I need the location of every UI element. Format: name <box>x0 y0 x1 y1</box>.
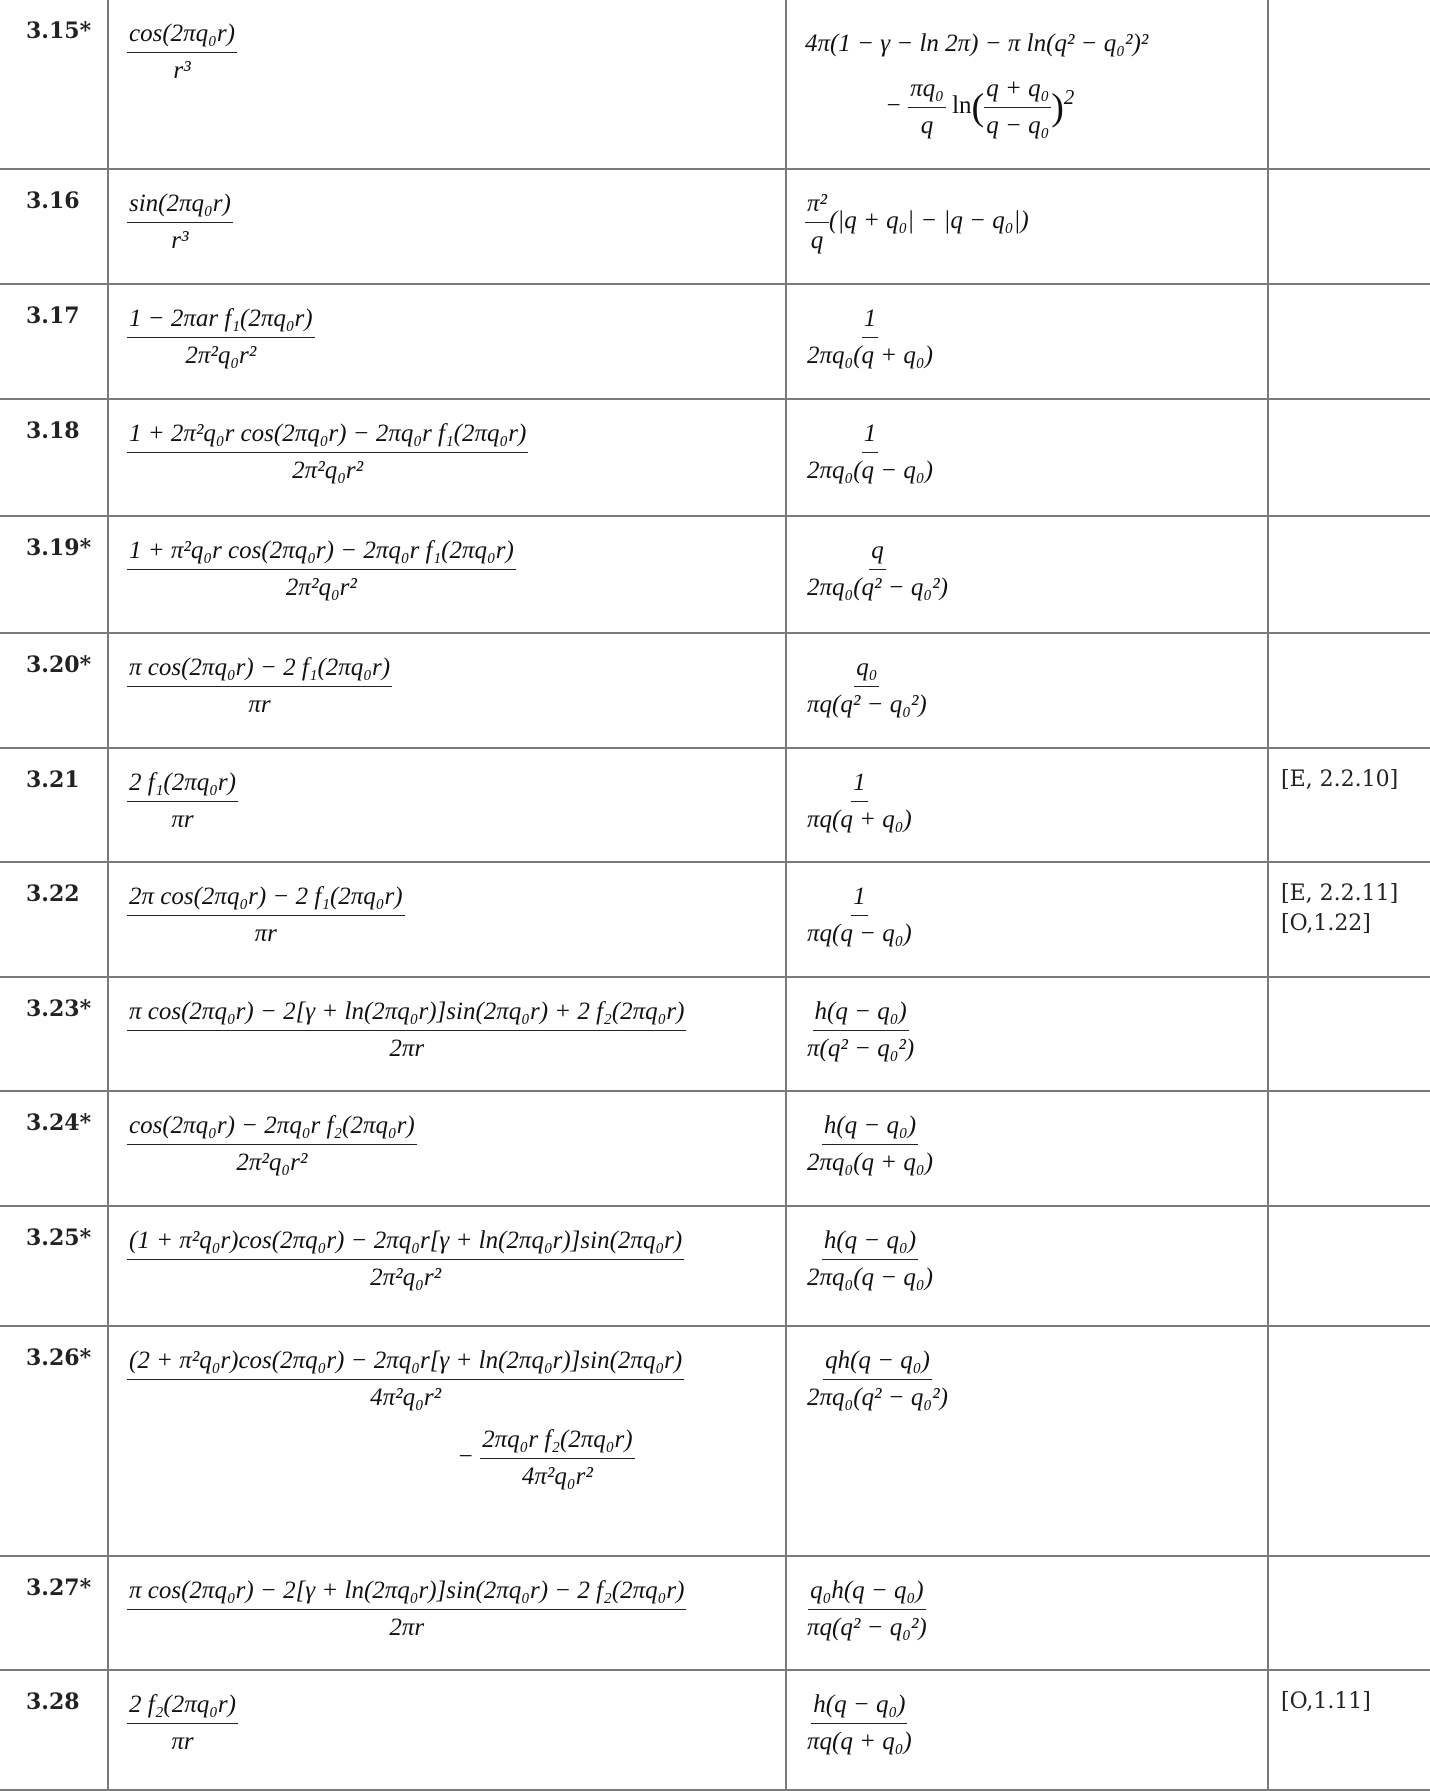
reference-2: [O,1.22] <box>1281 911 1371 936</box>
fraction <box>127 1345 684 1414</box>
fraction <box>127 188 233 257</box>
table-row <box>0 399 1430 516</box>
formula-number: 3.26* <box>0 1326 108 1556</box>
numerator: 2 f₂(2πq₀r) <box>127 1689 238 1724</box>
denominator: 2πq₀(q + q₀) <box>807 342 933 369</box>
table-row <box>0 862 1430 977</box>
fraction <box>127 881 405 950</box>
fraction <box>805 535 950 604</box>
formula-number: 3.16 <box>0 169 108 284</box>
transform-cell <box>786 633 1268 748</box>
fraction <box>908 73 946 142</box>
denominator: 2πq₀(q + q₀) <box>807 1149 933 1176</box>
fraction <box>127 418 528 487</box>
numerator: 1 <box>862 303 879 338</box>
fraction <box>127 1689 238 1758</box>
formula-number: 3.24* <box>0 1091 108 1206</box>
denominator: 2π²q₀r² <box>370 1264 442 1291</box>
reference-cell <box>1268 169 1430 284</box>
table-row <box>0 977 1430 1091</box>
transform-tail: (|q + q₀| − |q − q₀|) <box>829 207 1029 235</box>
denominator: πr <box>171 806 194 833</box>
fraction <box>805 1689 914 1758</box>
fraction <box>805 652 929 721</box>
fraction <box>127 535 516 604</box>
numerator: π cos(2πq₀r) − 2[γ + ln(2πq₀r)]sin(2πq₀r) − 2 f₂(2πq₀r) <box>127 1575 686 1610</box>
function-cell <box>108 169 786 284</box>
denominator: 2πq₀(q − q₀) <box>807 457 933 484</box>
denominator: πr <box>248 691 271 718</box>
numerator: 1 − 2πar f₁(2πq₀r) <box>127 303 315 338</box>
formula-number: 3.18 <box>0 399 108 516</box>
numerator: cos(2πq₀r) − 2πq₀r f₂(2πq₀r) <box>127 1110 417 1145</box>
fraction <box>805 1345 950 1414</box>
fraction <box>805 767 914 836</box>
function-cell: $\frac{\text{(2 + π²q₀r)cos(2πq₀r) − 2πq₀r[γ + ln(2πq₀r)]sin(2πq₀r)}}{\text{4π²q₀r²}}$ − $\frac{\text{2πq₀r f₂(2πq₀r)}}{\text{4π²q₀r²}}$ <box>108 1326 786 1556</box>
transform-cell <box>786 284 1268 399</box>
fraction <box>805 188 829 257</box>
denominator: πq(q − q₀) <box>807 920 912 947</box>
fraction <box>805 881 914 950</box>
transform-cell <box>786 977 1268 1091</box>
formula-number: 3.19* <box>0 516 108 633</box>
numerator: q₀h(q − q₀) <box>808 1575 925 1610</box>
fraction <box>805 303 935 372</box>
transform-cell <box>786 748 1268 862</box>
numerator: q + q₀ <box>984 73 1051 108</box>
function-cell <box>108 284 786 399</box>
table-row <box>0 0 1430 169</box>
formula-number: 3.27* <box>0 1556 108 1670</box>
function-cell <box>108 862 786 977</box>
denominator: r³ <box>171 227 189 254</box>
numerator: h(q − q₀) <box>811 1689 907 1724</box>
table-row <box>0 1326 1430 1556</box>
fraction <box>805 418 935 487</box>
formula-number: 3.25* <box>0 1206 108 1326</box>
fraction <box>127 996 686 1065</box>
numerator: q₀ <box>854 652 879 687</box>
formula-number: 3.28 <box>0 1670 108 1790</box>
numerator: 2π cos(2πq₀r) − 2 f₁(2πq₀r) <box>127 881 405 916</box>
reference-cell <box>1268 1670 1430 1790</box>
denominator: q <box>810 227 824 254</box>
reference-cell <box>1268 0 1430 169</box>
fraction <box>127 18 237 87</box>
reference-cell <box>1268 284 1430 399</box>
numerator: cos(2πq₀r) <box>127 18 237 53</box>
transform-cell <box>786 1326 1268 1556</box>
transform-cell <box>786 1091 1268 1206</box>
function-cell <box>108 748 786 862</box>
numerator: 2πq₀r f₂(2πq₀r) <box>480 1424 634 1459</box>
reference-cell <box>1268 862 1430 977</box>
numerator: 1 <box>851 767 868 802</box>
table-row <box>0 1670 1430 1790</box>
reference-cell <box>1268 748 1430 862</box>
reference-cell <box>1268 1091 1430 1206</box>
table-row <box>0 748 1430 862</box>
numerator: h(q − q₀) <box>813 996 909 1031</box>
table-row <box>0 516 1430 633</box>
numerator: π² <box>805 188 829 223</box>
function-cell <box>108 0 786 169</box>
numerator: πq₀ <box>908 73 946 108</box>
table-row <box>0 633 1430 748</box>
fraction <box>480 1424 634 1493</box>
table-row <box>0 284 1430 399</box>
fraction <box>127 1225 684 1294</box>
transform-cell: 4π(1 − γ − ln 2π) − π ln(q² − q₀²)² − $\frac{\text{πq₀}}{q}$ ln( $\frac{\text{q + q₀}}{\text{q − q₀}}$ )$^2$ <box>786 0 1268 169</box>
denominator: q <box>920 112 934 139</box>
function-cell <box>108 977 786 1091</box>
function-cell <box>108 633 786 748</box>
transform-cell <box>786 169 1268 284</box>
reference-cell <box>1268 399 1430 516</box>
fraction <box>127 1575 686 1644</box>
formula-number: 3.20* <box>0 633 108 748</box>
denominator: 2π²q₀r² <box>285 574 357 601</box>
transform-cell <box>786 399 1268 516</box>
denominator: 2πr <box>389 1035 425 1062</box>
transform-cell <box>786 1670 1268 1790</box>
numerator: (1 + π²q₀r)cos(2πq₀r) − 2πq₀r[γ + ln(2πq₀r)]sin(2πq₀r) <box>127 1225 684 1260</box>
numerator: 1 <box>862 418 879 453</box>
function-cell <box>108 1206 786 1326</box>
denominator: π(q² − q₀²) <box>807 1035 915 1062</box>
reference-cell <box>1268 977 1430 1091</box>
denominator: πq(q² − q₀²) <box>807 1614 927 1641</box>
formula-number: 3.23* <box>0 977 108 1091</box>
fraction <box>127 652 392 721</box>
numerator: (2 + π²q₀r)cos(2πq₀r) − 2πq₀r[γ + ln(2πq₀r)]sin(2πq₀r) <box>127 1345 684 1380</box>
table-row <box>0 1206 1430 1326</box>
denominator: πq(q + q₀) <box>807 806 912 833</box>
denominator: 2πq₀(q − q₀) <box>807 1264 933 1291</box>
numerator: 1 + π²q₀r cos(2πq₀r) − 2πq₀r f₁(2πq₀r) <box>127 535 516 570</box>
denominator: πq(q + q₀) <box>807 1728 912 1755</box>
reference: [E, 2.2.10] <box>1281 767 1399 792</box>
fraction <box>127 767 238 836</box>
denominator: πr <box>254 920 277 947</box>
table-row <box>0 169 1430 284</box>
formula-number: 3.22 <box>0 862 108 977</box>
transform-line-1: 4π(1 − γ − ln 2π) − π ln(q² − q₀²)² <box>805 30 1149 57</box>
numerator: 1 <box>851 881 868 916</box>
numerator: q <box>869 535 886 570</box>
table-row <box>0 1556 1430 1670</box>
formula-number: 3.21 <box>0 748 108 862</box>
numerator: 2 f₁(2πq₀r) <box>127 767 238 802</box>
reference-cell <box>1268 516 1430 633</box>
denominator: πr <box>171 1728 194 1755</box>
reference-cell <box>1268 1556 1430 1670</box>
fraction <box>805 1225 935 1294</box>
numerator: 1 + 2π²q₀r cos(2πq₀r) − 2πq₀r f₁(2πq₀r) <box>127 418 528 453</box>
fraction <box>805 1110 935 1179</box>
formula-number: 3.15* <box>0 0 108 169</box>
transform-cell <box>786 862 1268 977</box>
reference-cell <box>1268 1326 1430 1556</box>
numerator: π cos(2πq₀r) − 2 f₁(2πq₀r) <box>127 652 392 687</box>
denominator: πq(q² − q₀²) <box>807 691 927 718</box>
denominator: 2π²q₀r² <box>185 342 257 369</box>
function-cell <box>108 1091 786 1206</box>
denominator: r³ <box>173 57 191 84</box>
fraction <box>127 1110 417 1179</box>
numerator: h(q − q₀) <box>822 1110 918 1145</box>
transform-cell <box>786 1206 1268 1326</box>
denominator: 2π²q₀r² <box>292 457 364 484</box>
numerator: qh(q − q₀) <box>823 1345 932 1380</box>
formula-number: 3.17 <box>0 284 108 399</box>
fraction <box>984 73 1051 142</box>
denominator: 4π²q₀r² <box>521 1463 593 1490</box>
reference-cell <box>1268 633 1430 748</box>
function-cell <box>108 399 786 516</box>
denominator: 2πr <box>389 1614 425 1641</box>
table-row <box>0 1091 1430 1206</box>
function-cell <box>108 1556 786 1670</box>
fraction <box>805 1575 929 1644</box>
denominator: 2πq₀(q² − q₀²) <box>807 1384 948 1411</box>
transform-cell <box>786 1556 1268 1670</box>
denominator: 4π²q₀r² <box>370 1384 442 1411</box>
denominator: 2π²q₀r² <box>236 1149 308 1176</box>
reference: [O,1.11] <box>1281 1689 1371 1714</box>
denominator: q − q₀ <box>986 112 1050 139</box>
fraction <box>805 996 916 1065</box>
numerator: sin(2πq₀r) <box>127 188 233 223</box>
transform-cell <box>786 516 1268 633</box>
numerator: h(q − q₀) <box>822 1225 918 1260</box>
reference: [E, 2.2.11] <box>1281 881 1399 906</box>
numerator: π cos(2πq₀r) − 2[γ + ln(2πq₀r)]sin(2πq₀r) + 2 f₂(2πq₀r) <box>127 996 686 1031</box>
function-cell <box>108 516 786 633</box>
reference-cell <box>1268 1206 1430 1326</box>
fraction <box>127 303 315 372</box>
function-cell <box>108 1670 786 1790</box>
denominator: 2πq₀(q² − q₀²) <box>807 574 948 601</box>
